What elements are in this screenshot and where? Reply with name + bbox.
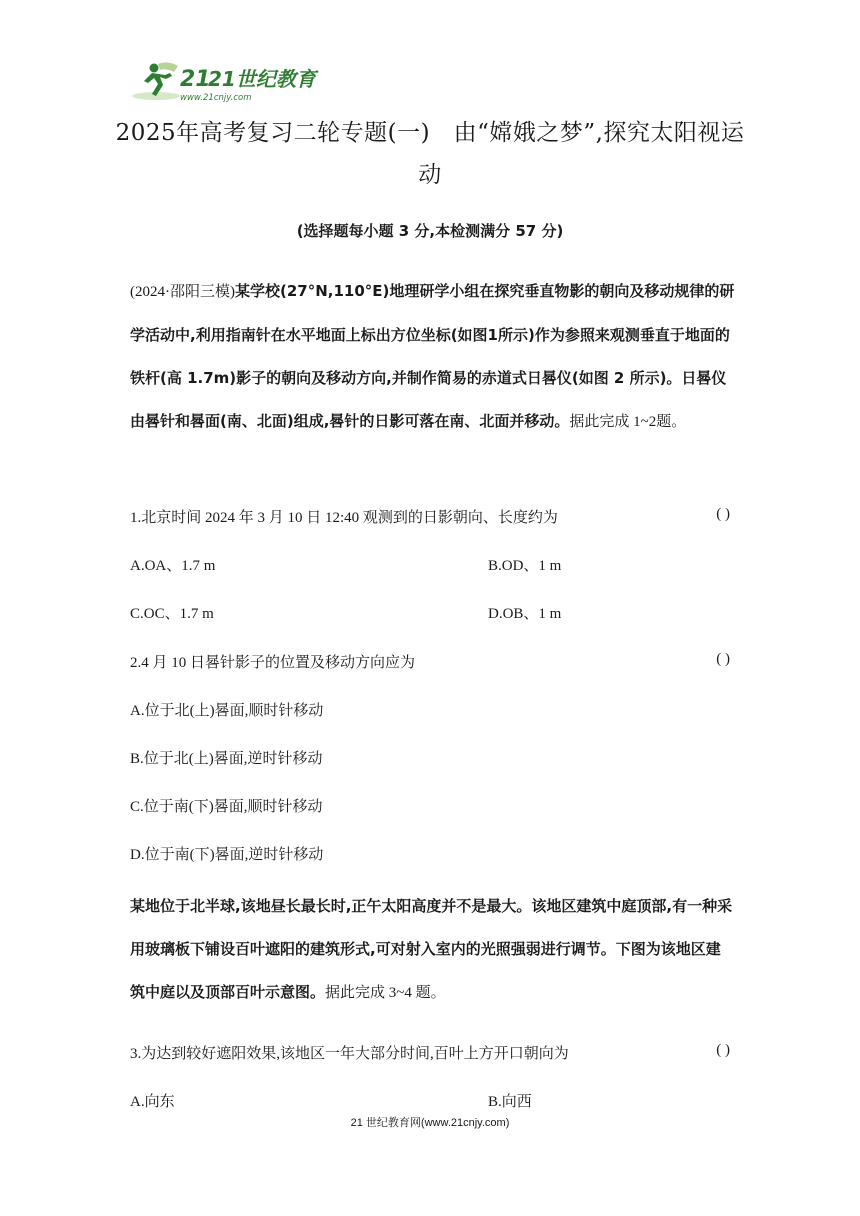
question-3 bbox=[130, 1042, 730, 1063]
logo-url: www.21cnjy.com bbox=[180, 93, 252, 103]
passage-1-tail: 据此完成 1~2题。 bbox=[569, 414, 687, 430]
logo bbox=[128, 56, 316, 106]
logo-brand: 21世纪教育 bbox=[208, 67, 316, 91]
question-1 bbox=[130, 506, 730, 527]
passage-1 bbox=[130, 270, 735, 444]
option-d[interactable]: D.位于南(下)晷面,逆时针移动 bbox=[130, 847, 324, 863]
svg-text:21: 21 bbox=[180, 67, 211, 92]
question-2 bbox=[130, 651, 730, 672]
option-b[interactable]: B.OD、1 m bbox=[488, 558, 562, 574]
scoring-note: (选择题每小题 3 分,本检测满分 57 分) bbox=[296, 222, 564, 240]
question-1-stem: 1.北京时间 2024 年 3 月 10 日 12:40 观测到的日影朝向、长度约为 bbox=[130, 510, 558, 526]
page-title: 2025年高考复习二轮专题(一) 由“嫦娥之梦”,探究太阳视运动 bbox=[115, 120, 745, 188]
option-b[interactable]: B.向西 bbox=[488, 1094, 532, 1110]
question-3-stem: 3.为达到较好遮阳效果,该地区一年大部分时间,百叶上方开口朝向为 bbox=[130, 1046, 569, 1062]
passage-2-body: 某地位于北半球,该地昼长最长时,正午太阳高度并不是最大。该地区建筑中庭顶部,有一种采用玻璃板下铺设百叶遮阳的建筑形式,可对射入室内的光照强弱进行调节。下图为该地区建筑中庭以及顶部百叶示意图。 bbox=[130, 897, 733, 1001]
answer-paren: ( ) bbox=[716, 651, 730, 667]
option-a[interactable]: A.位于北(上)晷面,顺时针移动 bbox=[130, 703, 324, 719]
answer-paren: ( ) bbox=[716, 1042, 730, 1058]
runner-logo-icon bbox=[128, 56, 316, 106]
page-footer: 21 世纪教育网(www.21cnjy.com) bbox=[350, 1117, 510, 1129]
passage-1-body: 某学校(27°N,110°E)地理研学小组在探究垂直物影的朝向及移动规律的研学活动中,利用指南针在水平地面上标出方位坐标(如图1所示)作为参照来观测垂直于地面的铁杆(高 1.7m)影子的朝向及移动方向,并制作简易的赤道式日晷仪(如图 2 所示)。日晷仪由晷针和晷面(南、北面)组成,晷针的日影可落在南、北面并移动。 bbox=[130, 282, 735, 430]
option-c[interactable]: C.位于南(下)晷面,顺时针移动 bbox=[130, 799, 323, 815]
option-b[interactable]: B.位于北(上)晷面,逆时针移动 bbox=[130, 751, 323, 767]
option-c[interactable]: C.OC、1.7 m bbox=[130, 606, 214, 622]
answer-paren: ( ) bbox=[716, 506, 730, 522]
option-a[interactable]: A.OA、1.7 m bbox=[130, 558, 216, 574]
passage-2 bbox=[130, 885, 735, 1015]
question-2-stem: 2.4 月 10 日晷针影子的位置及移动方向应为 bbox=[130, 655, 416, 671]
option-d[interactable]: D.OB、1 m bbox=[488, 606, 562, 622]
passage-1-source: (2024·邵阳三模) bbox=[130, 284, 235, 300]
passage-2-tail: 据此完成 3~4 题。 bbox=[325, 985, 446, 1001]
option-a[interactable]: A.向东 bbox=[130, 1094, 175, 1110]
